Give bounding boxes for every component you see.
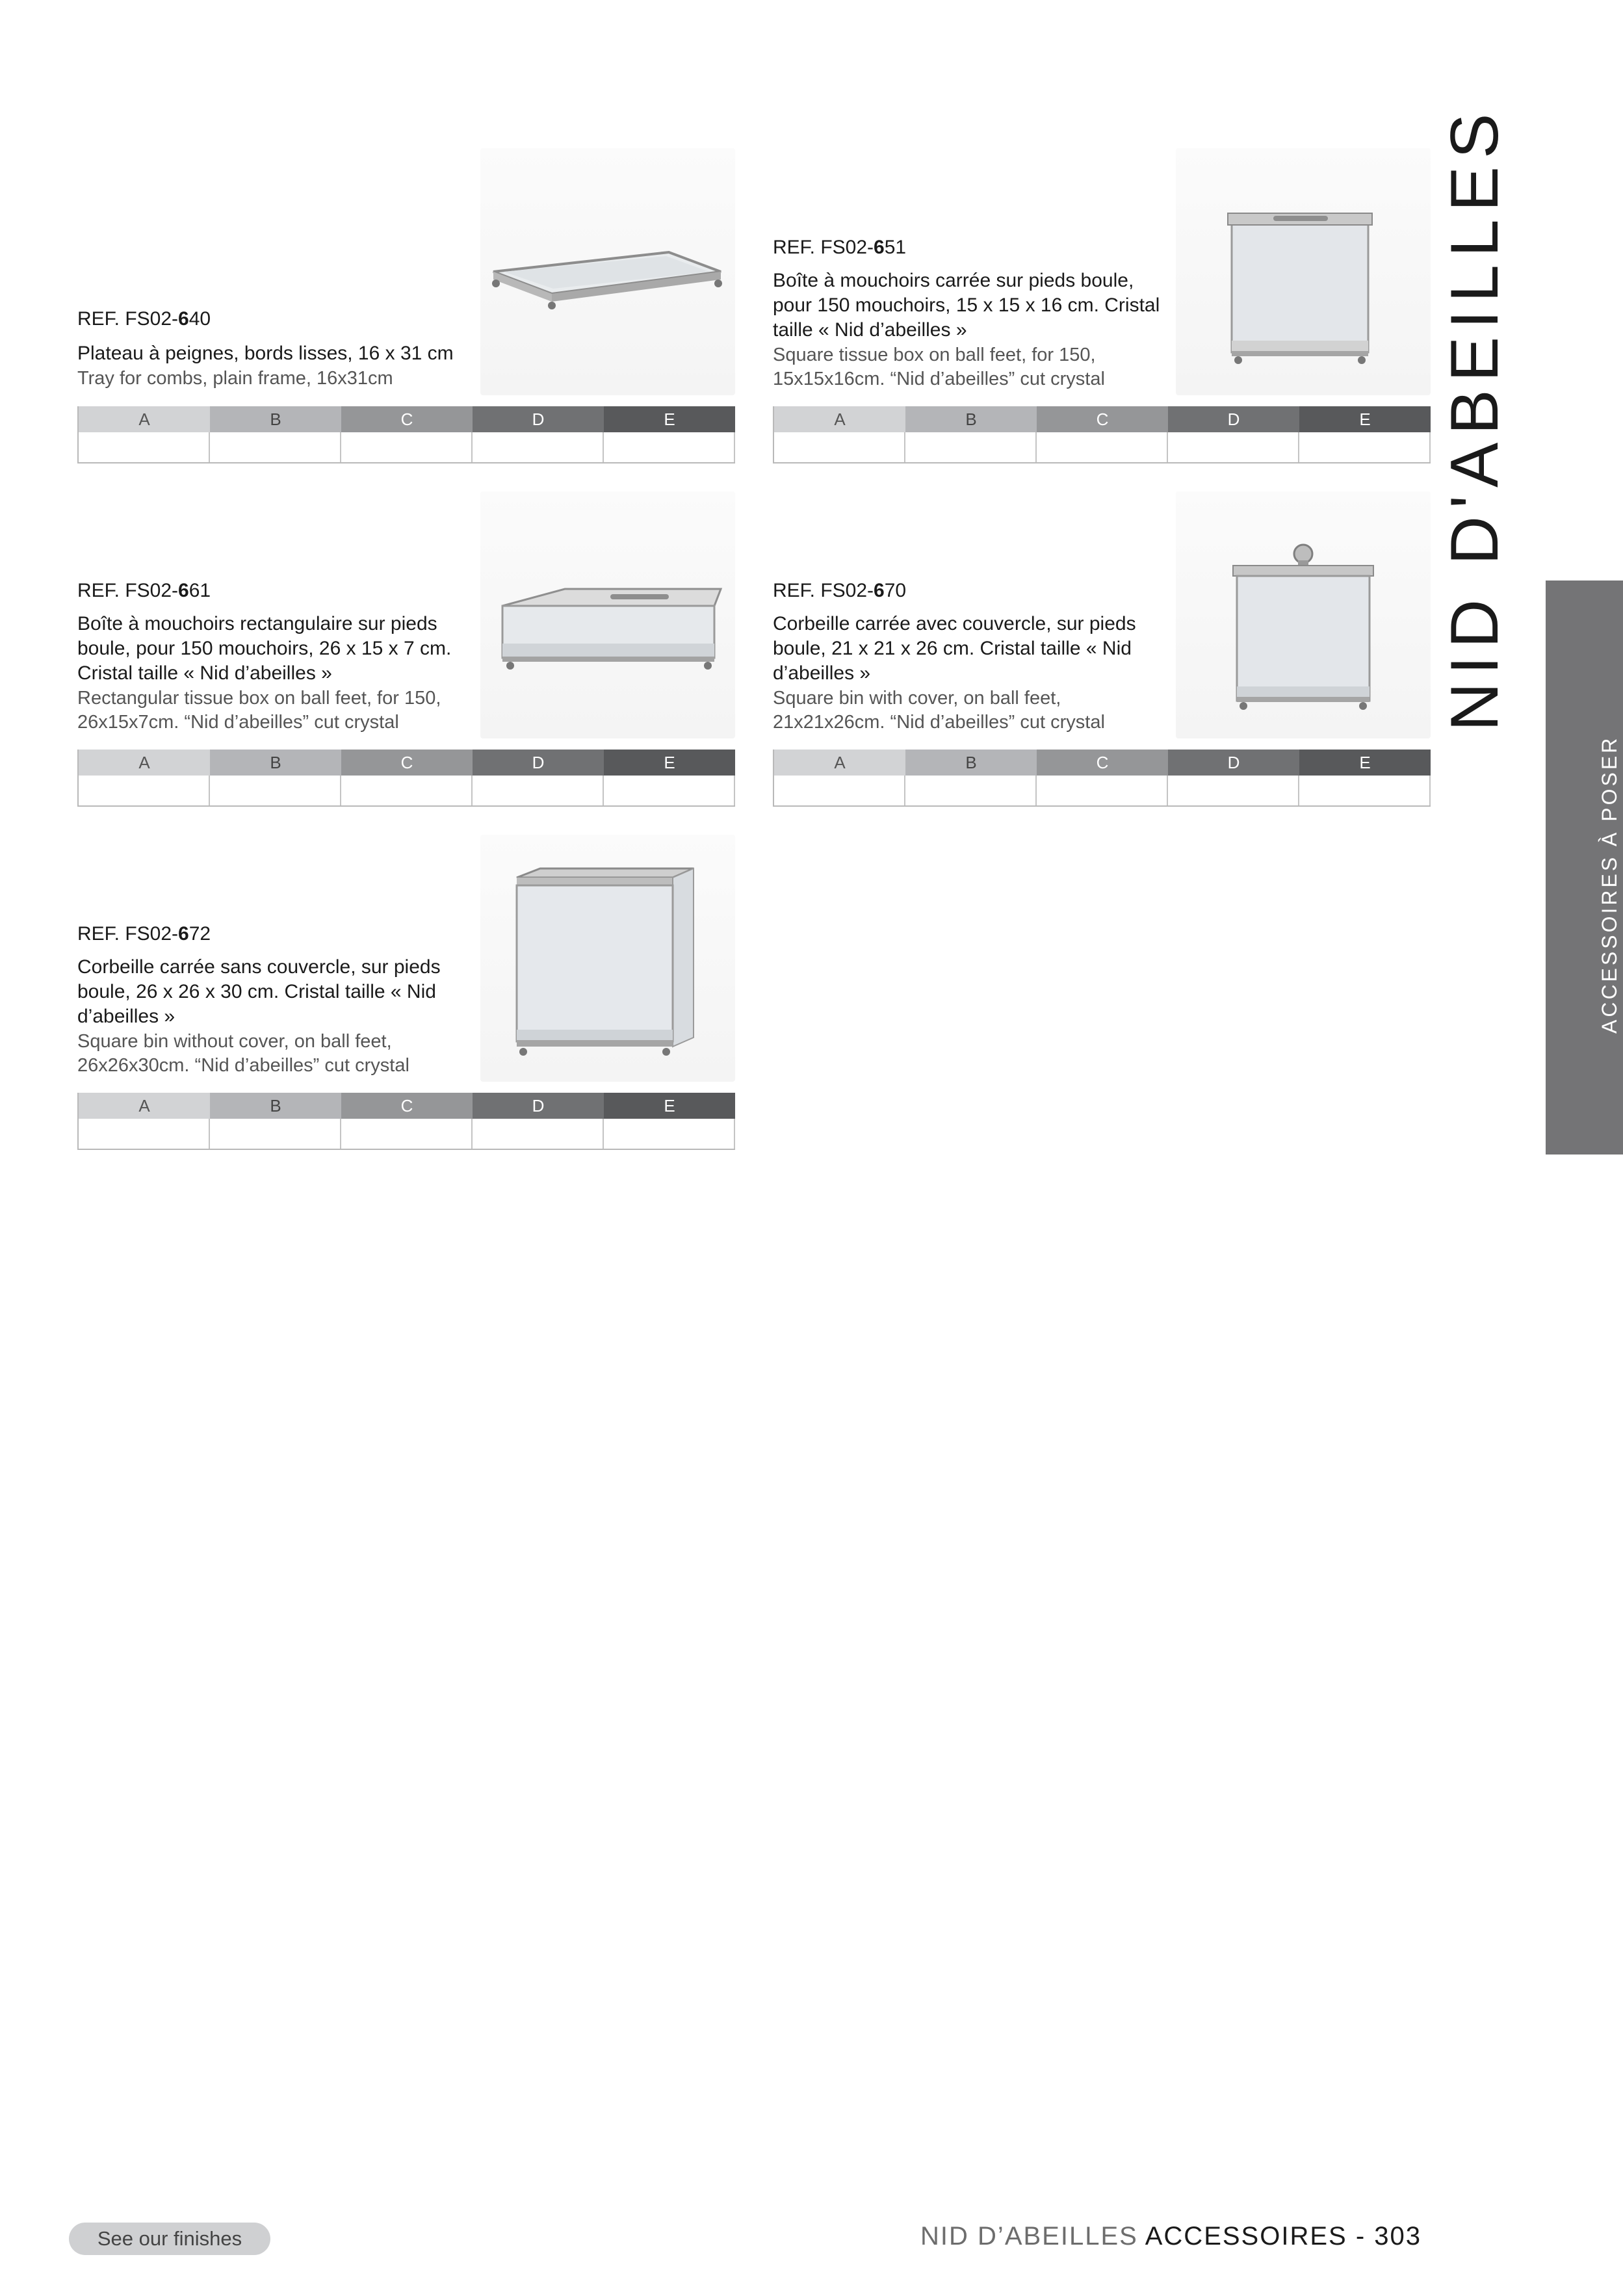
product-photo-square-tissue-box — [1176, 148, 1431, 395]
finish-header-c: C — [1037, 406, 1168, 432]
finish-table — [773, 750, 1431, 807]
finish-cell — [604, 1119, 735, 1149]
finish-cell — [905, 432, 1037, 462]
finish-cell — [79, 776, 210, 805]
finish-header-c: C — [1037, 750, 1168, 776]
finish-cell — [604, 432, 735, 462]
finish-header-d: D — [1168, 406, 1299, 432]
finish-header-c: C — [341, 750, 473, 776]
finish-table — [77, 750, 735, 807]
finish-cell — [905, 776, 1037, 805]
finish-header-a: A — [79, 1093, 210, 1119]
finish-cell — [604, 776, 735, 805]
page-footer — [920, 2222, 1422, 2251]
finish-header-d: D — [473, 1093, 604, 1119]
product-fs02-672 — [77, 835, 735, 1153]
product-ref: REF. FS02-640 — [77, 308, 211, 330]
finish-header-e: E — [604, 1093, 735, 1119]
product-description-fr: Corbeille carrée avec couvercle, sur pieds boule, 21 x 21 x 26 cm. Cristal taille « Nid d’abeilles » — [773, 613, 1136, 684]
finish-header-b: B — [905, 406, 1037, 432]
finish-cell — [79, 432, 210, 462]
finish-cell — [210, 1119, 341, 1149]
finish-header-a: A — [774, 406, 905, 432]
product-photo-bin-without-cover — [480, 835, 735, 1082]
footer-collection: NID D’ABEILLES — [920, 2222, 1138, 2250]
product-description-en: Square bin without cover, on ball feet, 26x26x30cm. “Nid d’abeilles” cut crystal — [77, 1031, 409, 1076]
finish-cell — [473, 432, 604, 462]
product-photo-rectangular-tissue-box — [480, 491, 735, 738]
footer-separator: - — [1347, 2222, 1375, 2250]
product-description-fr: Boîte à mouchoirs carrée sur pieds boule, pour 150 mouchoirs, 15 x 15 x 16 cm. Cristal taille « Nid d’abeilles » — [773, 270, 1160, 341]
finish-header-a: A — [79, 406, 210, 432]
product-ref: REF. FS02-661 — [77, 580, 211, 601]
product-description-fr: Plateau à peignes, bords lisses, 16 x 31 cm — [77, 343, 454, 364]
finish-table — [77, 406, 735, 463]
finish-cell — [341, 776, 473, 805]
product-ref: REF. FS02-651 — [773, 237, 907, 258]
finish-header-b: B — [210, 1093, 341, 1119]
finish-cell — [341, 432, 473, 462]
finish-header-e: E — [1299, 750, 1431, 776]
finish-header-c: C — [341, 406, 473, 432]
finish-header-b: B — [210, 750, 341, 776]
finish-cell — [341, 1119, 473, 1149]
product-description-en: Square tissue box on ball feet, for 150, 15x15x16cm. “Nid d’abeilles” cut crystal — [773, 345, 1105, 389]
product-description-fr: Boîte à mouchoirs rectangulaire sur pieds boule, pour 150 mouchoirs, 26 x 15 x 7 cm. Cristal taille « Nid d’abeilles » — [77, 613, 452, 684]
product-description-en: Square bin with cover, on ball feet, 21x21x26cm. “Nid d’abeilles” cut crystal — [773, 688, 1105, 733]
finish-cell — [1037, 432, 1168, 462]
finish-cell — [1168, 432, 1299, 462]
page-number: 303 — [1374, 2222, 1422, 2250]
product-description-en: Tray for combs, plain frame, 16x31cm — [77, 368, 393, 389]
product-description-fr: Corbeille carrée sans couvercle, sur pieds boule, 26 x 26 x 30 cm. Cristal taille « Nid d’abeilles » — [77, 956, 441, 1027]
product-fs02-661 — [77, 491, 735, 810]
finish-header-e: E — [604, 750, 735, 776]
finish-header-e: E — [604, 406, 735, 432]
finish-header-d: D — [473, 750, 604, 776]
product-description-en: Rectangular tissue box on ball feet, for 150, 26x15x7cm. “Nid d’abeilles” cut crystal — [77, 688, 441, 733]
collection-title-vertical: NID D'ABEILLES — [1437, 105, 1513, 731]
finish-header-a: A — [774, 750, 905, 776]
finish-cell — [1168, 776, 1299, 805]
finish-table — [77, 1093, 735, 1150]
product-photo-comb-tray — [480, 148, 735, 395]
finish-cell — [774, 776, 905, 805]
see-finishes-button[interactable]: See our finishes — [69, 2223, 270, 2255]
footer-section: ACCESSOIRES — [1145, 2222, 1347, 2250]
finish-header-b: B — [210, 406, 341, 432]
product-ref: REF. FS02-670 — [773, 580, 907, 601]
finish-cell — [473, 1119, 604, 1149]
product-photo-bin-with-cover — [1176, 491, 1431, 738]
finish-cell — [210, 776, 341, 805]
product-fs02-651 — [773, 148, 1431, 467]
finish-cell — [1299, 432, 1431, 462]
finish-cell — [1299, 776, 1431, 805]
finish-header-b: B — [905, 750, 1037, 776]
finish-header-e: E — [1299, 406, 1431, 432]
finish-cell — [774, 432, 905, 462]
section-tab-label: ACCESSOIRES À POSER — [1598, 735, 1621, 1034]
finish-table — [773, 406, 1431, 463]
product-fs02-670 — [773, 491, 1431, 810]
finish-cell — [473, 776, 604, 805]
product-fs02-640 — [77, 148, 735, 467]
finish-cell — [79, 1119, 210, 1149]
finish-header-d: D — [473, 406, 604, 432]
product-ref: REF. FS02-672 — [77, 923, 211, 945]
finish-cell — [1037, 776, 1168, 805]
finish-header-a: A — [79, 750, 210, 776]
finish-cell — [210, 432, 341, 462]
finish-header-d: D — [1168, 750, 1299, 776]
finish-header-c: C — [341, 1093, 473, 1119]
